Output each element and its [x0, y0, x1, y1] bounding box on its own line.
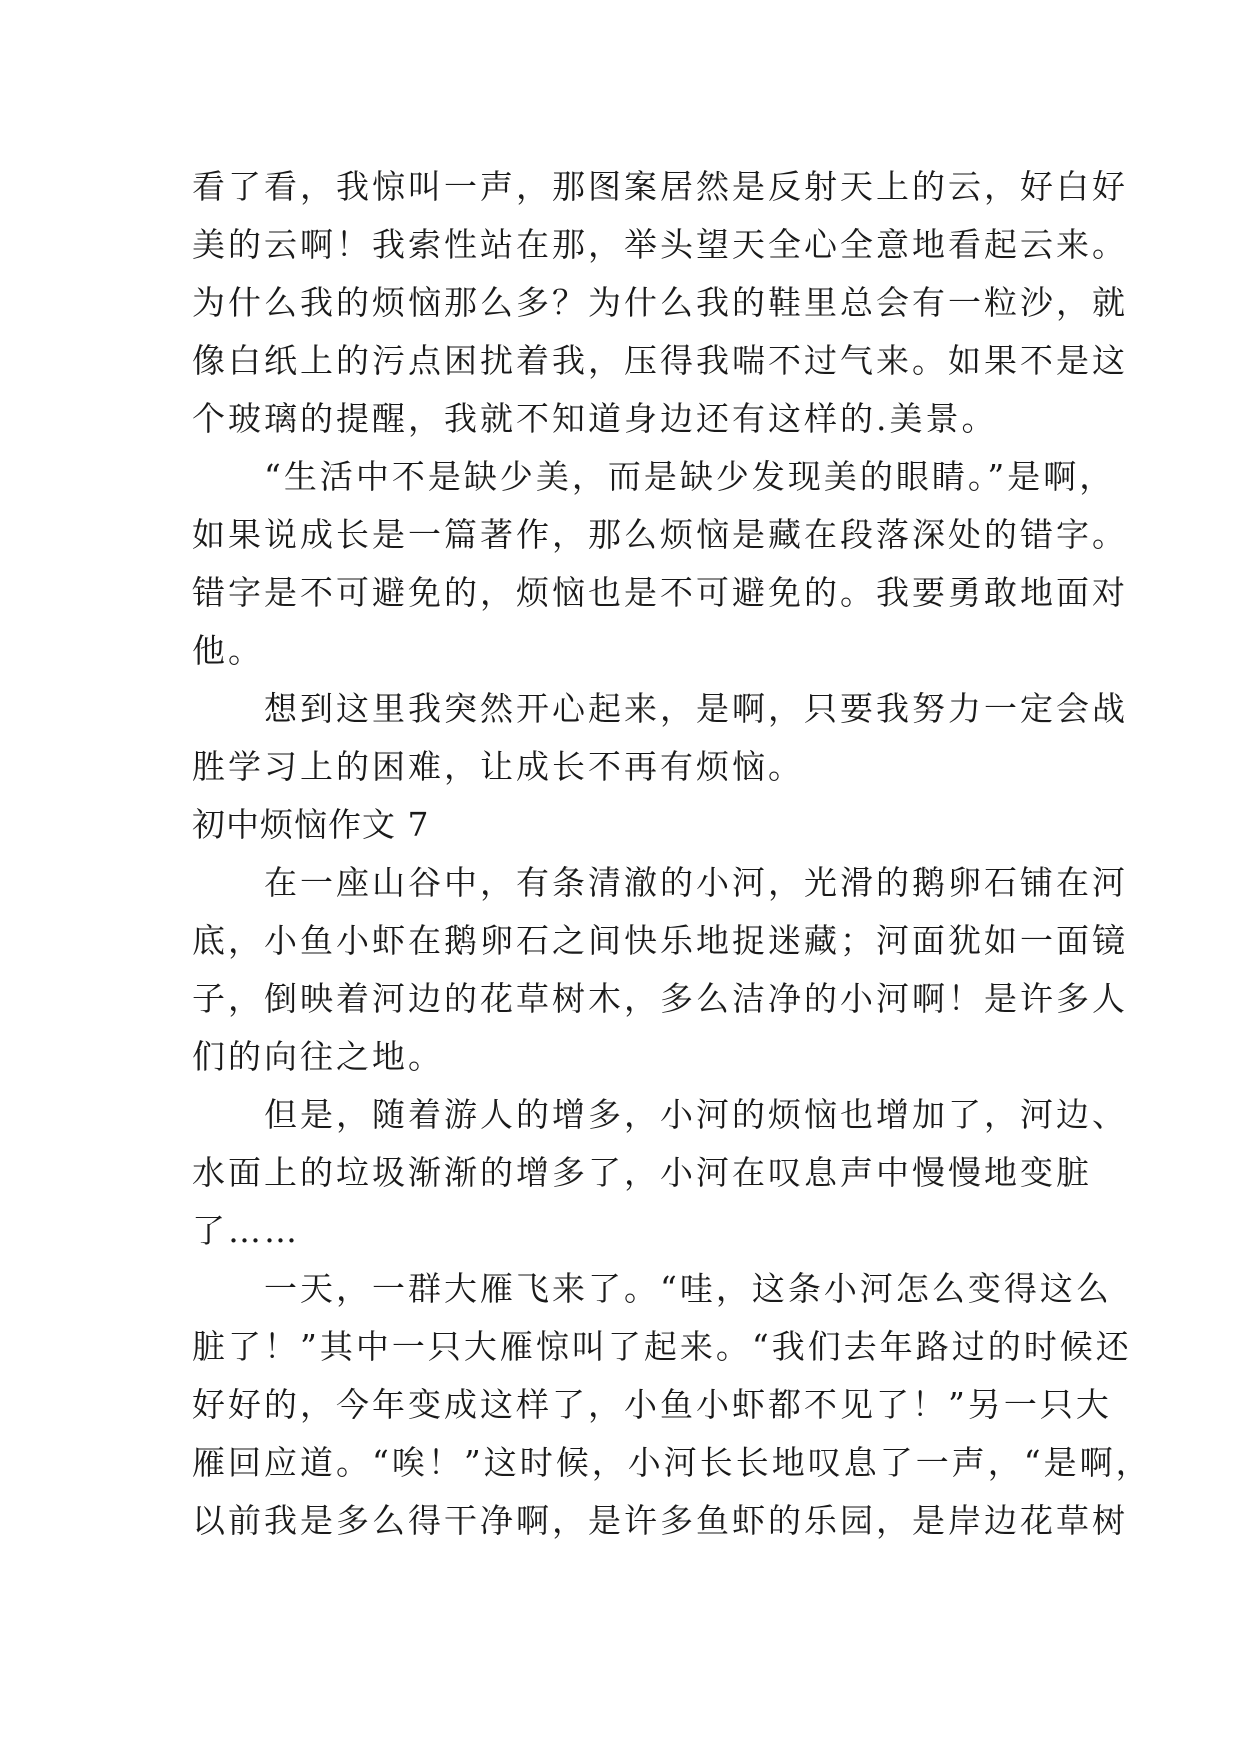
- text-line: 个玻璃的提醒，我就不知道身边还有这样的.美景。: [192, 399, 998, 438]
- text-line: 们的向往之地。: [192, 1037, 444, 1076]
- text-line: 如果说成长是一篇著作，那么烦恼是藏在段落深处的错字。: [192, 515, 1128, 554]
- section-heading: 初中烦恼作文 7: [192, 805, 430, 844]
- text-line: 美的云啊！我索性站在那，举头望天全心全意地看起云来。: [192, 225, 1128, 264]
- document-body: [192, 158, 1152, 1550]
- text-line: 一天，一群大雁飞来了。“哇，这条小河怎么变得这么: [264, 1269, 1112, 1308]
- text-line: 底，小鱼小虾在鹅卵石之间快乐地捉迷藏；河面犹如一面镜: [192, 921, 1128, 960]
- text-line: 了……: [192, 1211, 300, 1250]
- text-line: 在一座山谷中，有条清澈的小河，光滑的鹅卵石铺在河: [264, 863, 1128, 902]
- text-line: 他。: [192, 631, 264, 670]
- text-line: 脏了！”其中一只大雁惊叫了起来。“我们去年路过的时候还: [192, 1327, 1132, 1366]
- text-line: 好好的，今年变成这样了，小鱼小虾都不见了！”另一只大: [192, 1385, 1112, 1424]
- text-line: 看了看，我惊叫一声，那图案居然是反射天上的云，好白好: [192, 167, 1128, 206]
- text-line: 像白纸上的污点困扰着我，压得我喘不过气来。如果不是这: [192, 341, 1128, 380]
- text-line: 水面上的垃圾渐渐的增多了，小河在叹息声中慢慢地变脏: [192, 1153, 1092, 1192]
- text-line: 子，倒映着河边的花草树木，多么洁净的小河啊！是许多人: [192, 979, 1128, 1018]
- text-line: 胜学习上的困难，让成长不再有烦恼。: [192, 747, 804, 786]
- text-line: 为什么我的烦恼那么多？为什么我的鞋里总会有一粒沙，就: [192, 283, 1128, 322]
- text-line: 想到这里我突然开心起来，是啊，只要我努力一定会战: [264, 689, 1128, 728]
- text-line: 以前我是多么得干净啊，是许多鱼虾的乐园，是岸边花草树: [192, 1501, 1128, 1540]
- text-line: 但是，随着游人的增多，小河的烦恼也增加了，河边、: [264, 1095, 1128, 1134]
- text-line: “生活中不是缺少美，而是缺少发现美的眼睛。”是啊，: [264, 457, 1116, 496]
- text-line: 雁回应道。“唉！”这时候，小河长长地叹息了一声，“是啊，: [192, 1443, 1152, 1482]
- text-line: 错字是不可避免的，烦恼也是不可避免的。我要勇敢地面对: [192, 573, 1128, 612]
